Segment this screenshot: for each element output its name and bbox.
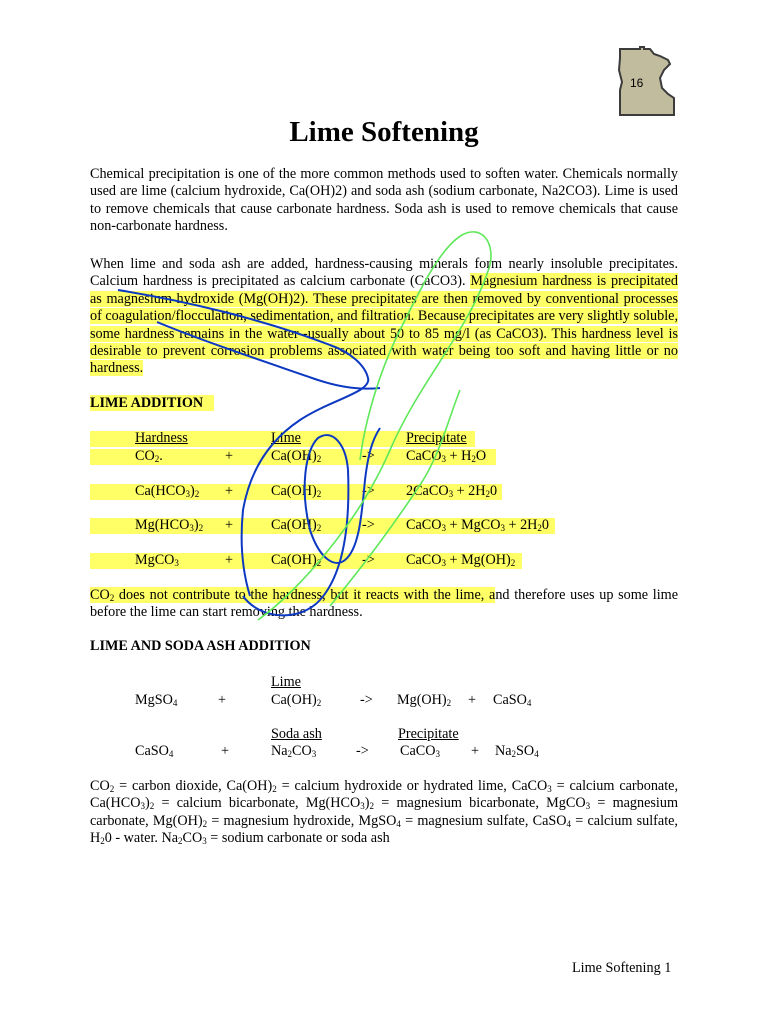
precipitate-cell: CaCO$_3$ + MgCO$_3$ + $2H_20$ [406, 517, 550, 533]
plus-sign: + [221, 743, 230, 759]
plus-sign: + [218, 692, 227, 708]
lime-cell: $Ca(OH)_2$ [271, 517, 322, 533]
plus-cell: + [225, 483, 234, 499]
soda-ash-heading: LIME AND SODA ASH ADDITION [90, 638, 311, 654]
table-row [90, 483, 678, 501]
page-badge-number: 16 [630, 76, 644, 90]
hardness-cell: $CO_2$. [135, 448, 163, 464]
co2-text: nd therefore uses up some lime before the lime can start removing the hardness. [90, 587, 679, 621]
lime-label: Lime [271, 674, 301, 690]
intro-paragraph: Chemical precipitation is one of the more common methods used to soften water. Chemicals normally used are lime (calcium hydroxide, Ca(OH)2) and soda ash (sodium carbonate, Na2CO3). Lime is used to remove chemicals that cause carbonate hardness. Soda ash is used to remove chemicals that cause non-carbonate hardness. [90, 166, 678, 235]
hardness-cell: $Ca(HCO_3)_2$ [135, 483, 200, 499]
table-row [90, 448, 678, 466]
plus-cell: + [225, 552, 234, 568]
reactant: MgSO$_4$ [135, 692, 178, 708]
precipitate-cell: 2CaCO$_3$ + $2H_20$ [406, 483, 498, 499]
lime-cell: $Ca(OH)_2$ [271, 448, 322, 464]
hardness-cell: MgCO$_3$ [135, 552, 179, 568]
product: CaCO$_3$ [400, 743, 440, 759]
table-row [90, 552, 678, 570]
plus-sign: + [471, 743, 480, 759]
highlighted-co2-text: $CO_2$ does not contribute to the hardness, but it reacts with the lime, a [90, 587, 496, 603]
page-footer: Lime Softening 1 [572, 960, 672, 976]
precipitate-cell: CaCO$_3$ + $H_2O$ [406, 448, 487, 464]
product: $Mg(OH)_2$ [397, 692, 452, 708]
precipitation-text: When lime and soda ash are added, hardness-causing minerals form nearly insoluble precipitates. Calcium hardness is precipitated as calcium carbonate (CaCO3). [90, 256, 678, 290]
soda-ash-label: Soda ash [271, 726, 322, 742]
lime-table-header [90, 430, 678, 448]
hardness-cell: $Mg(HCO_3)_2$ [135, 517, 204, 533]
equation-label-row [90, 674, 678, 692]
highlighted-precipitation-text: Magnesium hardness is precipitated as magnesium hydroxide (Mg(OH)2). These precipitates are then removed by conventional processes of coagulation/flocculation, sedimentation, and filtration. Because precipitates are very slightly soluble, some hardness remains in the water--usually about 50 to 85 mg/l (as CaCO3). This hardness level is desirable to prevent corrosion problems associated with water being too soft and having little or no hardness. [90, 273, 679, 377]
precipitate-column-header: Precipitate [406, 430, 467, 446]
co2-paragraph [90, 587, 678, 622]
hardness-column-header: Hardness [135, 430, 188, 446]
plus-cell: + [225, 448, 234, 464]
reagent: $Na_2CO_3$ [271, 743, 317, 759]
arrow-cell: -> [362, 448, 375, 464]
arrow-cell: -> [362, 483, 375, 499]
minnesota-state-outline-icon [616, 46, 678, 118]
precipitate-label: Precipitate [398, 726, 459, 742]
arrow-cell: -> [362, 552, 375, 568]
reactant: CaSO$_4$ [135, 743, 174, 759]
equation-row [90, 692, 678, 710]
glossary-paragraph: $CO_2$ = carbon dioxide, $Ca(OH)_2$ = calcium hydroxide or hydrated lime, CaCO$_3$ = calcium carbonate, $Ca(HCO_3)_2$ = calcium bicarbonate, $Mg(HCO_3)_2$ = magnesium bicarbonate, MgCO$_3$ = magnesium carbonate, $Mg(OH)_2$ = magnesium hydroxide, MgSO$_4$ = magnesium sulfate, CaSO$_4$ = calcium sulfate, $H_20$ - water. $Na_2CO_3$ = sodium carbonate or soda ash [90, 778, 679, 847]
reagent: $Ca(OH)_2$ [271, 692, 322, 708]
arrow-cell: -> [362, 517, 375, 533]
lime-column-header: Lime [271, 430, 301, 446]
table-row [90, 517, 678, 535]
plus-sign: + [468, 692, 477, 708]
equation-row [90, 743, 678, 761]
precipitate-cell: CaCO$_3$ + $Mg(OH)_2$ [406, 552, 516, 568]
product: CaSO$_4$ [493, 692, 532, 708]
arrow: -> [356, 743, 369, 759]
precipitation-paragraph [90, 256, 678, 378]
lime-addition-heading: LIME ADDITION [90, 395, 204, 411]
plus-cell: + [225, 517, 234, 533]
lime-cell: $Ca(OH)_2$ [271, 552, 322, 568]
product: $Na_2SO_4$ [495, 743, 539, 759]
lime-cell: $Ca(OH)_2$ [271, 483, 322, 499]
arrow: -> [360, 692, 373, 708]
equation-label-row [90, 726, 678, 744]
page-title: Lime Softening [289, 116, 479, 148]
